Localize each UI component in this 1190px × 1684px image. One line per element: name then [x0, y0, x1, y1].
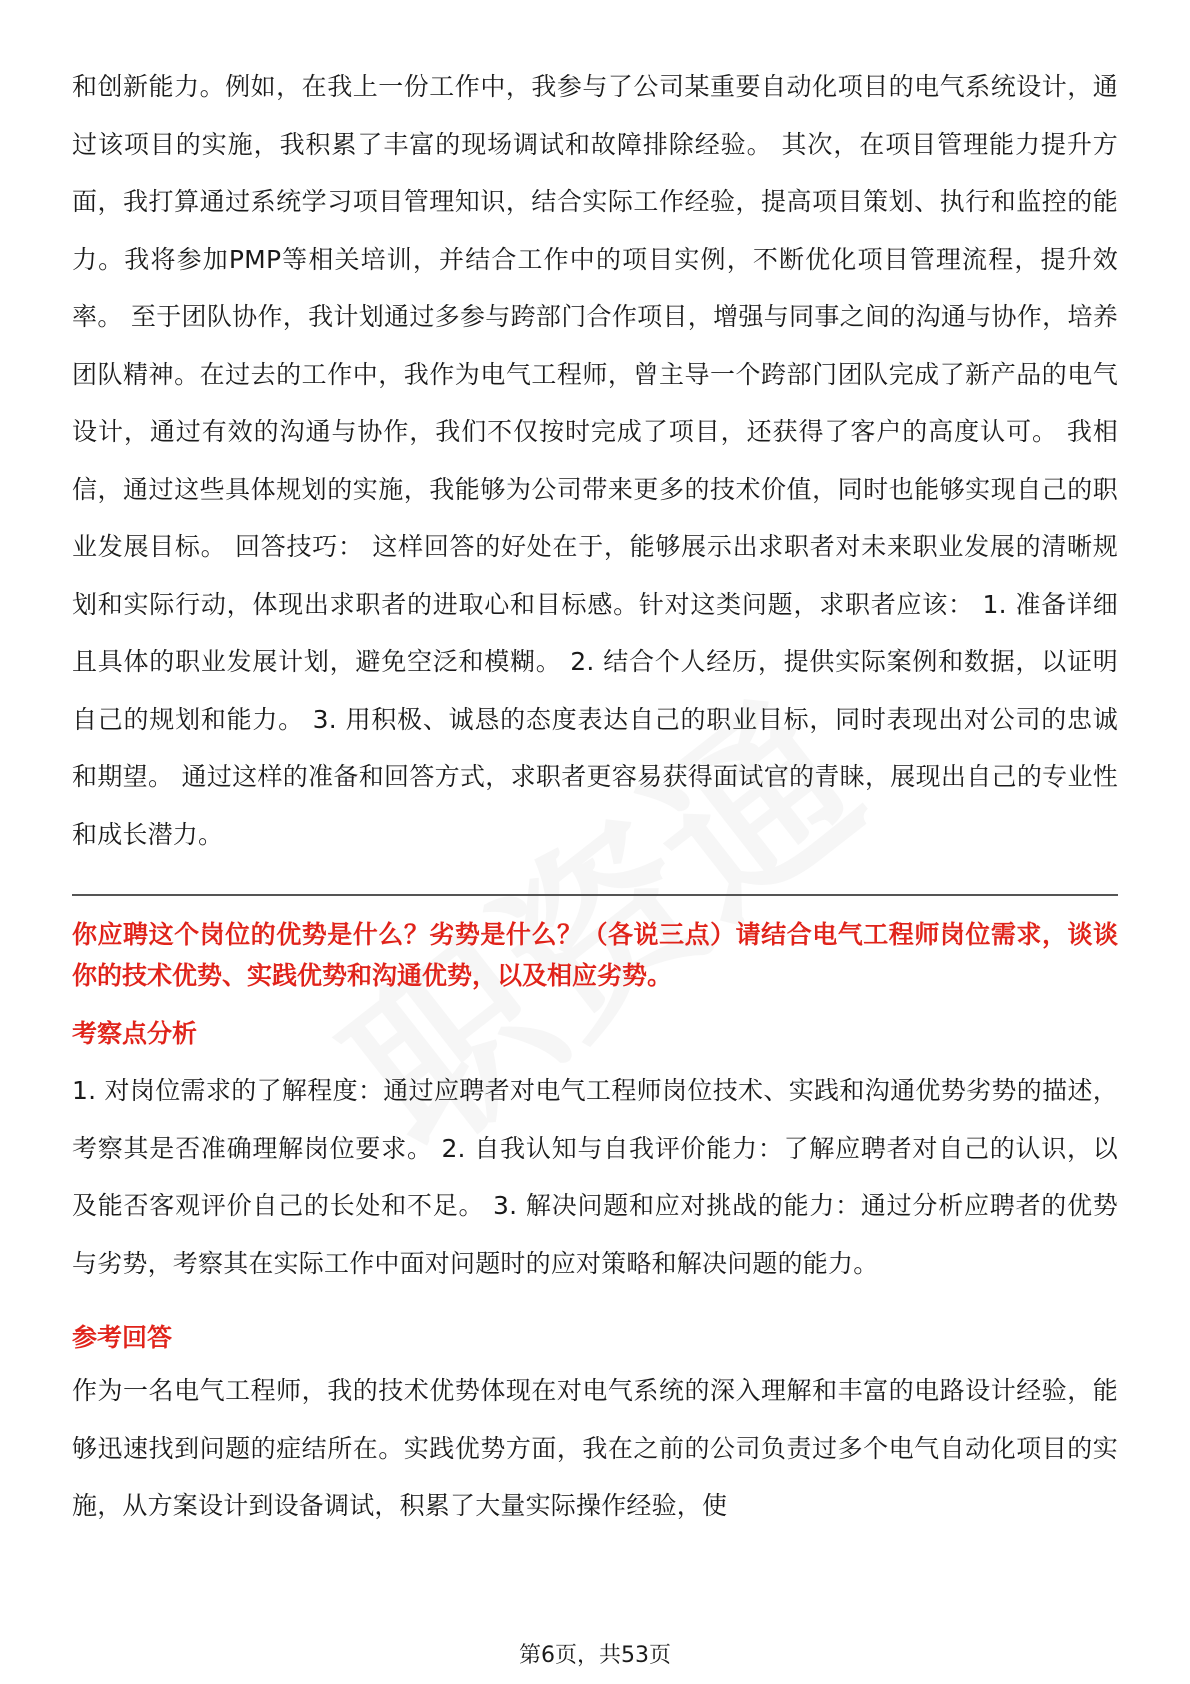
page-number-footer: 第6页，共53页 — [519, 1643, 671, 1668]
answer-heading: 参考回答 — [72, 1323, 173, 1352]
intro-paragraph: 和创新能力。例如，在我上一份工作中，我参与了公司某重要自动化项目的电气系统设计，通过该项目的实施，我积累了丰富的现场调试和故障排除经验。 其次，在项目管理能力提升方面，我打算通过系统学习项目管理知识，结合实际工作经验，提高项目策划、执行和监控的能力。我将参加PMP等相关培训，并结合工作中的项目实例，不断优化项目管理流程，提升效率。 至于团队协作，我计划通过多参与跨部门合作项目，增强与同事之间的沟通与协作，培养团队精神。在过去的工作中，我作为电气工程师，曾主导一个跨部门团队完成了新产品的电气设计，通过有效的沟通与协作，我们不仅按时完成了项目，还获得了客户的高度认可。 我相信，通过这些具体规划的实施，我能够为公司带来更多的技术价值，同时也能够实现自己的职业发展目标。 回答技巧： 这样回答的好处在于，能够展示出求职者对未来职业发展的清晰规划和实际行动，体现出求职者的进取心和目标感。针对这类问题，求职者应该： 1. 准备详细且具体的职业发展计划，避免空泛和模糊。 2. 结合个人经历，提供实际案例和数据，以证明自己的规划和能力。 3. 用积极、诚恳的态度表达自己的职业目标，同时表现出对公司的忠诚和期望。 通过这样的准备和回答方式，求职者更容易获得面试官的青睐，展现出自己的专业性和成长潜力。 — [72, 72, 1118, 849]
page-content — [72, 58, 1118, 1535]
analysis-heading: 考察点分析 — [72, 1019, 198, 1048]
question-title: 你应聘这个岗位的优势是什么？劣势是什么？（各说三点）请结合电气工程师岗位需求，谈谈你的技术优势、实践优势和沟通优势，以及相应劣势。 — [72, 920, 1118, 990]
answer-paragraph: 作为一名电气工程师，我的技术优势体现在对电气系统的深入理解和丰富的电路设计经验，能够迅速找到问题的症结所在。实践优势方面，我在之前的公司负责过多个电气自动化项目的实施，从方案设计到设备调试，积累了大量实际操作经验，使 — [72, 1376, 1118, 1520]
analysis-paragraph: 1. 对岗位需求的了解程度：通过应聘者对电气工程师岗位技术、实践和沟通优势劣势的描述，考察其是否准确理解岗位要求。 2. 自我认知与自我评价能力：了解应聘者对自己的认识，以及能否客观评价自己的长处和不足。 3. 解决问题和应对挑战的能力：通过分析应聘者的优势与劣势，考察其在实际工作中面对问题时的应对策略和解决问题的能力。 — [72, 1076, 1118, 1278]
section-divider — [72, 894, 1118, 896]
